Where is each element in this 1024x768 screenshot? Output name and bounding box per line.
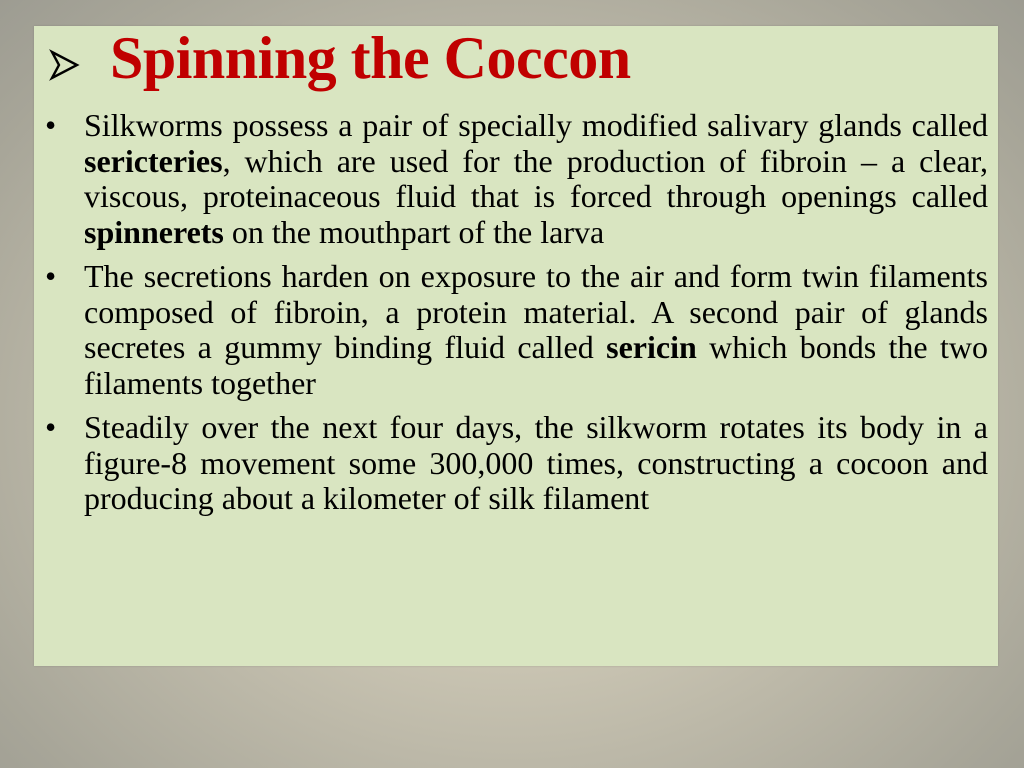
slide-title: Spinning the Coccon — [110, 25, 631, 91]
text-segment: Silkworms possess a pair of specially modified salivary glands called — [84, 107, 988, 143]
bullet-item — [34, 410, 998, 517]
text-segment: Steadily over the next four days, the silkworm rotates its body in a figure-8 movement some 300,000 times, constructing a cocoon and producing about a kilometer of silk filament — [84, 409, 988, 516]
text-segment: which bonds the two filaments together — [84, 329, 988, 401]
bullet-text — [84, 410, 988, 517]
bullet-list — [34, 108, 998, 526]
slide-content-panel — [34, 26, 998, 666]
bold-term: sericteries — [84, 142, 223, 179]
bullet-dot-icon: • — [45, 107, 57, 143]
bullet-text — [84, 108, 988, 250]
bullet-dot-icon: • — [45, 409, 57, 445]
arrow-bullet-icon — [48, 49, 80, 81]
title-row — [34, 26, 998, 96]
bold-term: sericin — [606, 329, 697, 365]
bullet-text — [84, 259, 988, 401]
bullet-item — [34, 108, 998, 250]
bullet-dot-icon: • — [45, 258, 57, 294]
bullet-item — [34, 259, 998, 401]
text-segment: The secretions harden on exposure to the air and form twin filaments composed of fibroin, a protein material. A second pair of glands secretes a gummy binding fluid called — [84, 258, 988, 365]
text-segment: on the mouthpart of the larva — [223, 213, 605, 250]
bold-term: spinnerets — [84, 213, 224, 250]
text-segment: , which are used for the production of fibroin – a clear, viscous, proteinaceous fluid that is forced through openings called — [84, 142, 988, 214]
